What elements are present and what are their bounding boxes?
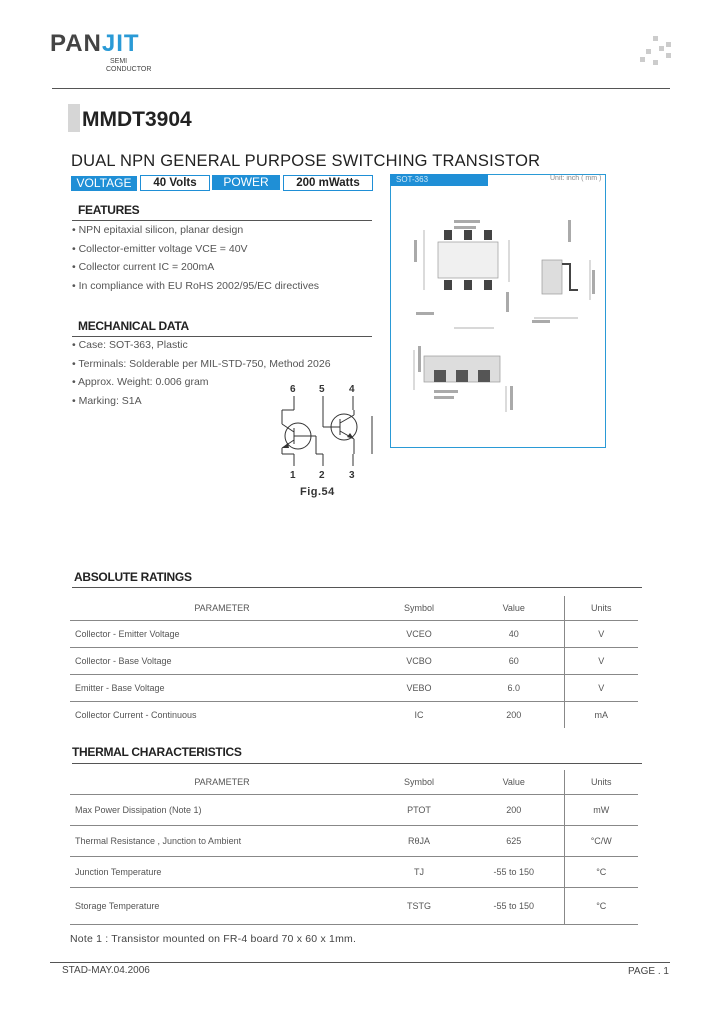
parameter-cell: Collector - Base Voltage	[75, 656, 172, 666]
units-cell: mA	[564, 702, 638, 729]
list-item: • In compliance with EU RoHS 2002/95/EC directives	[72, 277, 319, 296]
footnote: Note 1 : Transistor mounted on FR-4 board 70 x 60 x 1mm.	[70, 933, 357, 945]
units-cell: mW	[564, 795, 638, 826]
symbol-cell: IC	[414, 710, 424, 720]
brand-accent: JIT	[101, 30, 140, 57]
package-name-tab: SOT-363	[390, 174, 488, 186]
decorative-squares-icon	[640, 36, 672, 66]
part-number: MMDT3904	[82, 108, 192, 131]
value-cell: 200	[506, 805, 522, 815]
column-header: PARAMETER	[194, 777, 250, 787]
column-header: Symbol	[403, 777, 434, 787]
units-cell: °C	[564, 888, 638, 925]
symbol-cell: VEBO	[406, 683, 432, 693]
mechanical-heading: MECHANICAL DATA	[78, 319, 189, 333]
units-cell: V	[564, 648, 638, 675]
list-item: • Terminals: Solderable per MIL-STD-750, Method 2026	[72, 355, 331, 374]
symbol-cell: TSTG	[407, 901, 431, 911]
column-header: Value	[502, 603, 525, 613]
dual-npn-schematic	[268, 380, 388, 485]
list-item: • Approx. Weight: 0.006 gram	[72, 373, 331, 392]
thermal-table	[70, 770, 638, 925]
units-cell: °C	[564, 857, 638, 888]
value-cell: -55 to 150	[493, 867, 535, 877]
brand-main: PAN	[50, 30, 102, 57]
table-header-row	[70, 596, 638, 621]
units-cell: °C/W	[564, 826, 638, 857]
column-header: Symbol	[403, 603, 434, 613]
pin-label: 3	[349, 470, 355, 481]
brand-subtitle	[106, 58, 151, 74]
parameter-cell: Emitter - Base Voltage	[75, 683, 165, 693]
part-number-marker	[68, 104, 80, 132]
units-cell: V	[564, 675, 638, 702]
parameter-cell: Storage Temperature	[75, 901, 160, 911]
device-subtitle: DUAL NPN GENERAL PURPOSE SWITCHING TRANSISTOR	[71, 152, 541, 170]
symbol-cell: TJ	[414, 867, 424, 877]
table-row	[70, 648, 638, 675]
parameter-cell: Thermal Resistance , Junction to Ambient	[75, 836, 242, 846]
list-item: • NPN epitaxial silicon, planar design	[72, 221, 319, 240]
table-row	[70, 675, 638, 702]
package-unit-label: Unit: inch ( mm )	[550, 175, 602, 182]
table-row	[70, 702, 638, 729]
brand-logo	[50, 30, 140, 58]
parameter-cell: Collector Current - Continuous	[75, 710, 197, 720]
list-item: • Marking: S1A	[72, 392, 331, 411]
features-list	[72, 221, 319, 295]
list-item: • Case: SOT-363, Plastic	[72, 336, 331, 355]
table-row	[70, 621, 638, 648]
absolute-ratings-table	[70, 596, 638, 728]
power-value-badge: 200 mWatts	[283, 175, 373, 191]
value-cell: 200	[506, 710, 522, 720]
brand-sub-1: SEMI	[110, 58, 128, 65]
parameter-cell: Max Power Dissipation (Note 1)	[75, 805, 202, 815]
thermal-heading: THERMAL CHARACTERISTICS	[72, 745, 242, 759]
voltage-value-badge: 40 Volts	[140, 175, 210, 191]
list-item: • Collector-emitter voltage VCE = 40V	[72, 240, 319, 259]
pin-label: 1	[290, 470, 296, 481]
symbol-cell: PTOT	[407, 805, 431, 815]
page-number: PAGE . 1	[628, 966, 669, 977]
value-cell: 625	[506, 836, 522, 846]
pin-label: 6	[290, 384, 296, 395]
table-header-row	[70, 770, 638, 795]
power-label-badge: POWER	[212, 175, 280, 190]
pin-label: 4	[349, 384, 355, 395]
table-row	[70, 888, 638, 925]
header-divider	[52, 88, 670, 89]
table-row	[70, 795, 638, 826]
absolute-ratings-divider	[72, 587, 642, 588]
units-cell: V	[564, 621, 638, 648]
table-row	[70, 826, 638, 857]
features-heading: FEATURES	[78, 203, 140, 217]
voltage-label-badge: VOLTAGE	[71, 176, 137, 191]
thermal-divider	[72, 763, 642, 764]
sot363-outline-drawing	[394, 190, 600, 440]
document-date: STAD-MAY.04.2006	[62, 965, 150, 976]
column-header: Units	[564, 596, 638, 621]
brand-sub-2: CONDUCTOR	[106, 66, 152, 73]
absolute-ratings-heading: ABSOLUTE RATINGS	[74, 570, 192, 584]
value-cell: -55 to 150	[493, 901, 535, 911]
value-cell: 6.0	[507, 683, 520, 693]
column-header: PARAMETER	[194, 603, 250, 613]
symbol-cell: RθJA	[407, 836, 430, 846]
column-header: Units	[564, 770, 638, 795]
footer-divider	[50, 962, 670, 963]
column-header: Value	[502, 777, 525, 787]
parameter-cell: Collector - Emitter Voltage	[75, 629, 180, 639]
figure-caption: Fig.54	[300, 486, 335, 498]
list-item: • Collector current IC = 200mA	[72, 258, 319, 277]
value-cell: 40	[508, 629, 519, 639]
parameter-cell: Junction Temperature	[75, 867, 162, 877]
value-cell: 60	[508, 656, 519, 666]
pin-label: 2	[319, 470, 325, 481]
symbol-cell: VCBO	[406, 656, 432, 666]
table-row	[70, 857, 638, 888]
pin-label: 5	[319, 384, 325, 395]
symbol-cell: VCEO	[406, 629, 432, 639]
